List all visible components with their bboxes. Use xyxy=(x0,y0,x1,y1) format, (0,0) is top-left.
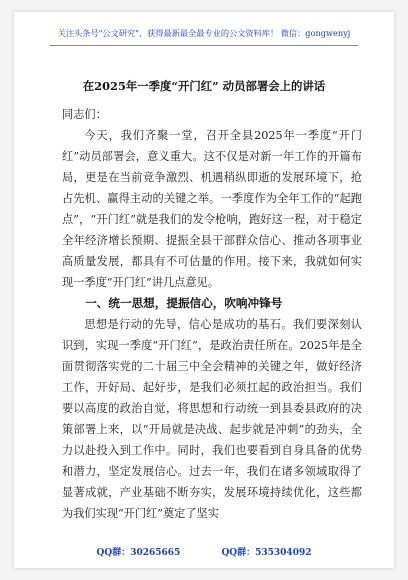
document-page xyxy=(14,12,394,568)
footer-qq-group-2: QQ群：535304092 xyxy=(221,548,312,558)
document-title: 在2025年一季度“开门红” 动员部署会上的讲话 xyxy=(82,79,326,93)
document-body xyxy=(62,104,362,524)
header-divider xyxy=(50,45,358,46)
section-heading-1: 一、统一思想，提振信心，吹响冲锋号 xyxy=(85,296,283,310)
footer-qq-groups xyxy=(14,545,394,558)
header-promo-note: 关注头条号"公文研究"，获得最新最全最专业的公文资料库！ 微信：gongwenyj xyxy=(57,28,351,38)
footer-qq-group-1: QQ群：30265665 xyxy=(96,548,181,558)
section-1-paragraph: 思想是行动的先导，信心是成功的基石。我们要深刻认识到，实现一季度“开门红”，是政治责任所在。2025年是全面贯彻落实党的二十届三中全会精神的关键之年，做好经济工作，开好局、起好步，是我们必须扛起的政治担当。我们要以高度的政治自觉，将思想和行动统一到县委县政府的决策部署上来，以“开局就是决战、起步就是冲刺”的劲头，全力以赴投入到工作中。同时，我们也要看到自身具备的优势和潜力，坚定发展信心。过去一年，我们在诸多领域取得了显著成就，产业基础不断夯实，发展环境持续优化，这些都为我们实现“开门红”奠定了坚实 xyxy=(62,318,362,520)
salutation: 同志们： xyxy=(62,108,107,121)
intro-paragraph: 今天，我们齐聚一堂，召开全县2025年一季度“开门红”动员部署会，意义重大。这不仅是对新一年工作的开篇布局，更是在当前竞争激烈、机遇稍纵即逝的发展环境下，抢占先机、赢得主动的关键之举。一季度作为全年工作的“起跑点”，“开门红”就是我们的发令枪响，跑好这一程，对于稳定全年经济增长预期、提振全县干部群众信心、推动各项事业高质量发展，都具有不可估量的作用。接下来，我就如何实现一季度“开门红”讲几点意见。 xyxy=(62,129,362,289)
